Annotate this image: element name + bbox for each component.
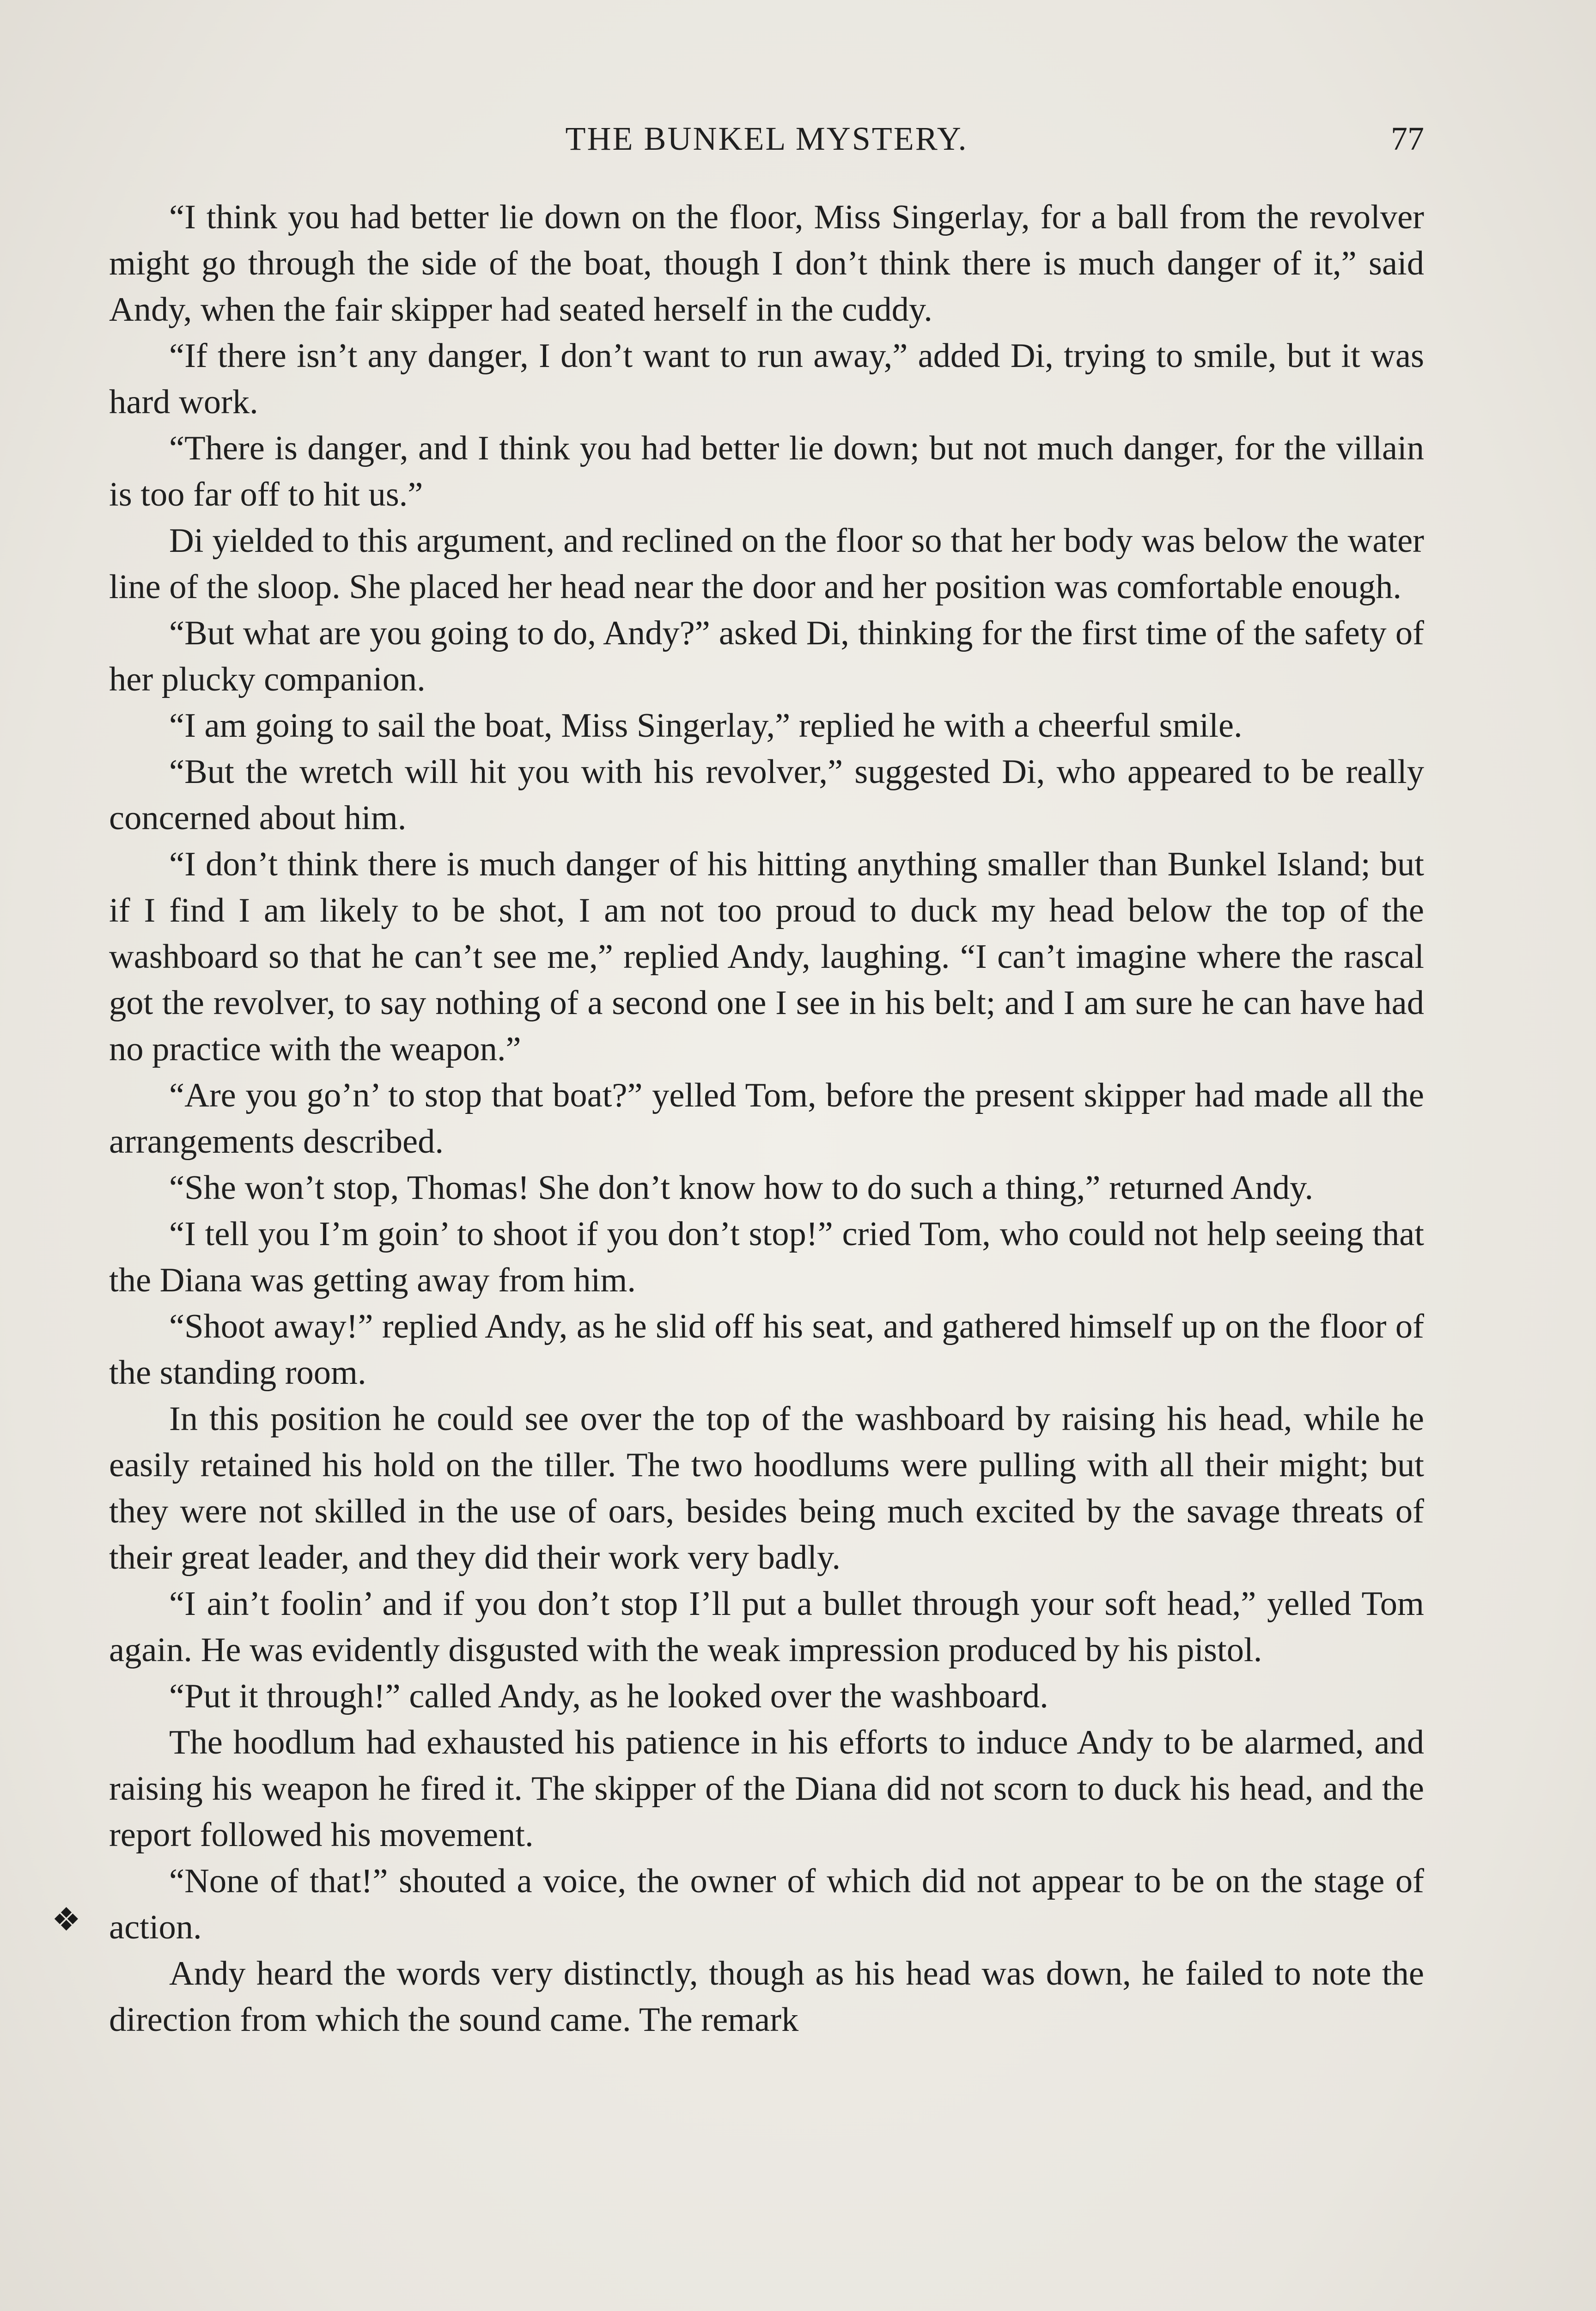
paragraph: “I tell you I’m goin’ to shoot if you don’t stop!” cried Tom, who could not help seeing that the Diana was getting away from him. [109, 1215, 1424, 1299]
page-number: 77 [1391, 120, 1424, 157]
paragraph: “Put it through!” called Andy, as he looked over the washboard. [169, 1677, 1048, 1715]
paragraph: “I don’t think there is much danger of his hitting anything smaller than Bunkel Island; but if I find I am likely to be shot, I am not too proud to duck my head below the top of the washboard so that he can’t see me,” replied Andy, laughing. “I can’t imagine where the rascal got the revolver, to say nothing of a second one I see in his belt; and I am sure he can have had no practice with the weapon.” [109, 845, 1424, 1068]
paragraph: “But the wretch will hit you with his revolver,” suggested Di, who appeared to be really concerned about him. [109, 753, 1424, 837]
running-header [109, 118, 1424, 159]
paragraph: “None of that!” shouted a voice, the owner of which did not appear to be on the stage of action. [109, 1862, 1424, 1946]
margin-ink-mark: ❖ [52, 1902, 81, 1938]
paragraph: “I am going to sail the boat, Miss Singerlay,” replied he with a cheerful smile. [169, 707, 1243, 745]
paragraph: “I think you had better lie down on the floor, Miss Singerlay, for a ball from the revolver might go through the side of the boat, though I don’t think there is much danger of it,” said Andy, when the fair skipper had seated herself in the cuddy. [109, 198, 1424, 329]
paragraph: Di yielded to this argument, and reclined on the floor so that her body was below the water line of the sloop. She placed her head near the door and her position was comfortable enough. [109, 522, 1424, 606]
paragraph: “But what are you going to do, Andy?” asked Di, thinking for the first time of the safety of her plucky companion. [109, 614, 1424, 698]
paragraph: “Are you go’n’ to stop that boat?” yelled Tom, before the present skipper had made all the arrangements described. [109, 1076, 1424, 1161]
body-text [109, 194, 1424, 2043]
paragraph: The hoodlum had exhausted his patience in his efforts to induce Andy to be alarmed, and raising his weapon he fired it. The skipper of the Diana did not scorn to duck his head, and the report followed his movement. [109, 1724, 1424, 1854]
paragraph: “I ain’t foolin’ and if you don’t stop I’ll put a bullet through your soft head,” yelled Tom again. He was evidently disgusted with the weak impression produced by his pistol. [109, 1585, 1424, 1669]
paragraph: “If there isn’t any danger, I don’t want to run away,” added Di, trying to smile, but it was hard work. [109, 337, 1424, 421]
running-title: THE BUNKEL MYSTERY. [565, 120, 968, 157]
paragraph: In this position he could see over the top of the washboard by raising his head, while he easily retained his hold on the tiller. The two hoodlums were pulling with all their might; but they were not skilled in the use of oars, besides being much excited by the savage threats of their great leader, and they did their work very badly. [109, 1400, 1424, 1577]
paragraph: “She won’t stop, Thomas! She don’t know how to do such a thing,” returned Andy. [169, 1169, 1314, 1207]
paragraph: “Shoot away!” replied Andy, as he slid off his seat, and gathered himself up on the floor of the standing room. [109, 1308, 1424, 1392]
paragraph: “There is danger, and I think you had better lie down; but not much danger, for the villain is too far off to hit us.” [109, 429, 1424, 514]
paragraph: Andy heard the words very distinctly, though as his head was down, he failed to note the direction from which the sound came. The remark [109, 1955, 1424, 2039]
